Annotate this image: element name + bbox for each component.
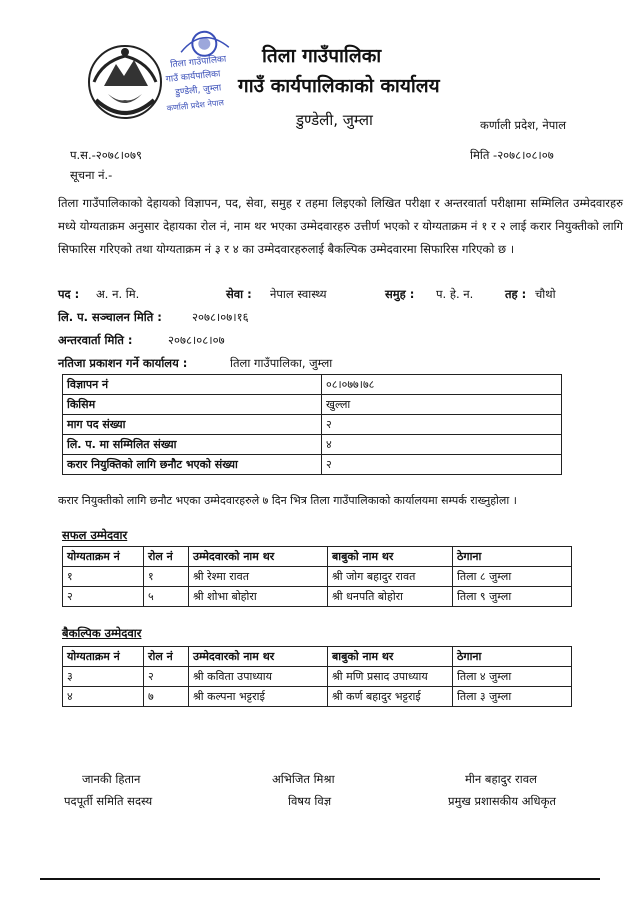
pad-value: अ. न. मि.: [96, 287, 140, 301]
info-value: २: [322, 455, 562, 475]
stamp-line-2: गाउँ कार्यपालिका: [165, 69, 221, 85]
info-value: खुल्ला: [322, 395, 562, 415]
col-header: उम्मेदवारको नाम थर: [189, 647, 328, 667]
sewa-value: नेपाल स्वास्थ्य: [270, 287, 327, 301]
info-label: माग पद संख्या: [63, 415, 322, 435]
col-header: ठेगाना: [453, 647, 572, 667]
table-row: [63, 435, 562, 455]
info-value: २: [322, 415, 562, 435]
contact-note: करार नियुक्तीको लागि छनौट भएका उम्मेदवारहरुले ७ दिन भित्र तिला गाउँपालिकाको कार्यालयमा सम्पर्क राख्नुहोला ।: [58, 494, 517, 507]
address-cell: तिला ८ जुम्ला: [453, 567, 572, 587]
notice-date: मिति -२०७८।०८।०७: [470, 148, 554, 162]
table-row: [63, 667, 572, 687]
lipa-date-label: लि. प. सञ्चालन मिति :: [58, 310, 162, 324]
col-header: योग्यताक्रम नं: [63, 547, 144, 567]
table-row: [63, 587, 572, 607]
father-name-cell: श्री धनपति बोहोरा: [328, 587, 453, 607]
address-cell: तिला ४ जुम्ला: [453, 667, 572, 687]
table-row: [63, 395, 562, 415]
samuha-label: समुह :: [385, 287, 415, 301]
successful-heading: सफल उम्मेदवार: [62, 528, 128, 542]
patra-sankhya: प.स.-२०७८।०७९: [70, 148, 142, 162]
stamp-line-1: तिला गाउँपालिका: [169, 54, 227, 71]
signatory-role: प्रमुख प्रशासकीय अधिकृत: [448, 794, 556, 808]
notice-paragraph: तिला गाउँपालिकाको देहायको विज्ञापन, पद, सेवा, समुह र तहमा लिइएको लिखित परीक्षा र अन्तरवार्ता परीक्षामा सम्मिलित उम्मेदवारहरु मध्ये योग्यताक्रम अनुसार देहायका रोल नं, नाम थर भएका उम्मेदवारहरु उत्तीर्ण भएको र योग्यताक्रम नं १ र २ लाई करार नियुक्तीको लागि सिफारिस गरिएको तथा योग्यताक्रम नं ३ र ४ का उम्मेदवारहरुलाई बैकल्पिक उम्मेदवारमा सिफारिस गरिएको छ ।: [58, 196, 623, 256]
successful-candidates-table: [62, 546, 572, 607]
info-label: किसिम: [63, 395, 322, 415]
col-header: रोल नं: [144, 647, 189, 667]
table-row: [63, 455, 562, 475]
samuha-value: प. हे. न.: [436, 287, 474, 301]
office-title: तिला गाउँपालिका: [262, 45, 382, 67]
notice-number: सूचना नं.-: [70, 168, 113, 182]
interview-date-value: २०७८।०८।०७: [168, 333, 225, 347]
info-label: विज्ञापन नं: [63, 375, 322, 395]
result-office-label: नतिजा प्रकाशन गर्ने कार्यालय :: [58, 356, 188, 370]
table-row: [63, 567, 572, 587]
roll-cell: १: [144, 567, 189, 587]
rank-cell: ३: [63, 667, 144, 687]
signatory-name: जानकी हितान: [82, 772, 141, 786]
taha-value: चौथो: [535, 287, 556, 301]
father-name-cell: श्री कर्ण बहादुर भट्टराई: [328, 687, 453, 707]
lipa-date-value: २०७८।०७।१६: [192, 310, 249, 324]
advertisement-info-table: [62, 374, 562, 475]
candidate-name-cell: श्री रेश्मा रावत: [189, 567, 328, 587]
father-name-cell: श्री मणि प्रसाद उपाध्याय: [328, 667, 453, 687]
footer-divider: [40, 878, 600, 880]
col-header: बाबुको नाम थर: [328, 547, 453, 567]
signatory-role: पदपूर्ती समिति सदस्य: [64, 794, 153, 808]
address-cell: तिला ९ जुम्ला: [453, 587, 572, 607]
candidate-name-cell: श्री शोभा बोहोरा: [189, 587, 328, 607]
result-office-value: तिला गाउँपालिका, जुम्ला: [230, 356, 333, 370]
candidate-name-cell: श्री कल्पना भट्टराई: [189, 687, 328, 707]
table-header-row: [63, 647, 572, 667]
taha-label: तह :: [505, 287, 527, 301]
table-row: [63, 687, 572, 707]
rank-cell: १: [63, 567, 144, 587]
col-header: योग्यताक्रम नं: [63, 647, 144, 667]
info-value: ४: [322, 435, 562, 455]
address-cell: तिला ३ जुम्ला: [453, 687, 572, 707]
table-row: [63, 415, 562, 435]
table-row: [63, 375, 562, 395]
pad-label: पद :: [58, 287, 80, 301]
father-name-cell: श्री जोग बहादुर रावत: [328, 567, 453, 587]
info-label: लि. प. मा सम्मिलित संख्या: [63, 435, 322, 455]
table-header-row: [63, 547, 572, 567]
alternate-heading: बैकल्पिक उम्मेदवार: [62, 626, 142, 640]
signatory-name: मीन बहादुर रावल: [465, 772, 537, 786]
info-value: ०८।०७७।७८: [322, 375, 562, 395]
col-header: बाबुको नाम थर: [328, 647, 453, 667]
province: कर्णाली प्रदेश, नेपाल: [480, 118, 567, 132]
rank-cell: ४: [63, 687, 144, 707]
info-label: करार नियुक्तिको लागि छनौट भएको संख्या: [63, 455, 322, 475]
sewa-label: सेवा :: [226, 287, 252, 301]
col-header: ठेगाना: [453, 547, 572, 567]
roll-cell: ७: [144, 687, 189, 707]
stamp-line-4: कर्णाली प्रदेश नेपाल: [166, 98, 225, 114]
interview-date-label: अन्तरवार्ता मिति :: [58, 333, 133, 347]
candidate-name-cell: श्री कविता उपाध्याय: [189, 667, 328, 687]
rank-cell: २: [63, 587, 144, 607]
signatory-name: अभिजित मिश्रा: [272, 772, 335, 786]
col-header: रोल नं: [144, 547, 189, 567]
stamp-line-3: डुण्डेली, जुम्ला: [174, 83, 222, 99]
col-header: उम्मेदवारको नाम थर: [189, 547, 328, 567]
roll-cell: २: [144, 667, 189, 687]
signatory-role: विषय विज्ञ: [288, 794, 332, 808]
office-subtitle: गाउँ कार्यपालिकाको कार्यालय: [238, 75, 440, 97]
roll-cell: ५: [144, 587, 189, 607]
alternate-candidates-table: [62, 646, 572, 707]
office-place: डुण्डेली, जुम्ला: [296, 111, 373, 129]
